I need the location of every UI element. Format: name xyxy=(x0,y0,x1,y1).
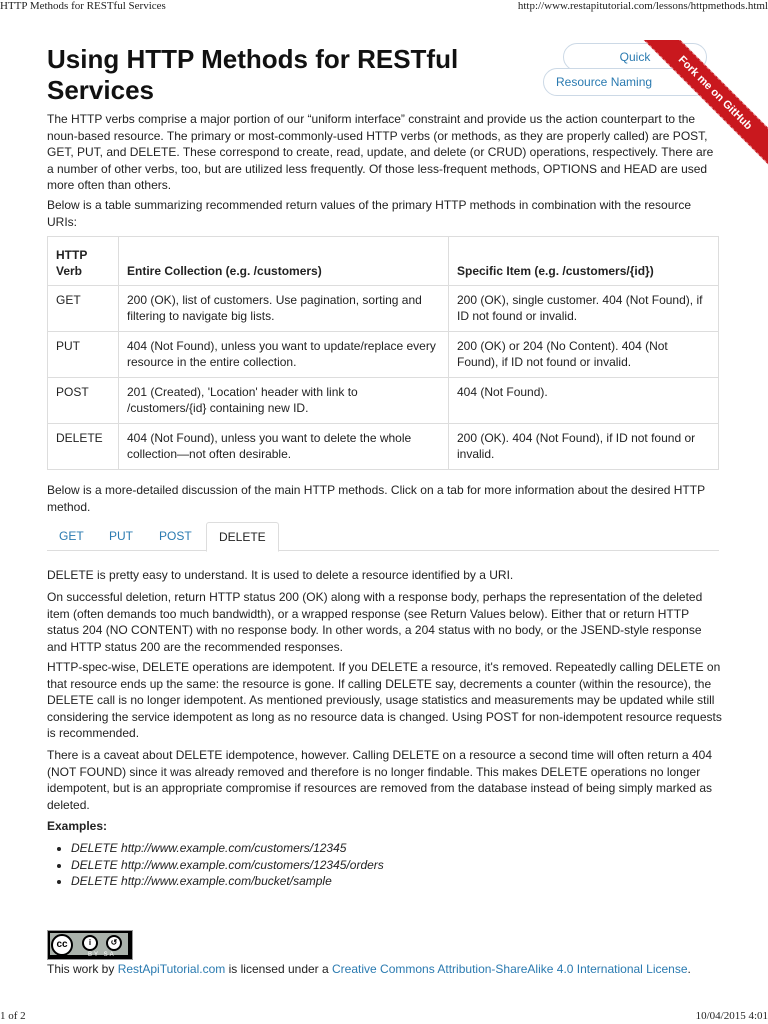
print-datetime: 10/04/2015 4:01 xyxy=(695,1010,768,1022)
print-footer xyxy=(0,1008,768,1024)
delete-paragraph-2: On successful deletion, return HTTP status 200 (OK) along with a response body, perhaps the representation of the deleted item (often demands too much bandwidth), or a wrapped response (see Return Values below). Either that or return HTTP status 204 (NO CONTENT) with no response body. In other words, a 204 status with no body, or the JSEND-style response and HTTP status 200 are the recommended responses. xyxy=(47,590,703,654)
fork-ribbon-label[interactable]: Fork me on GitHub xyxy=(643,40,768,166)
table-row xyxy=(48,286,719,332)
table-cell: 404 (Not Found), unless you want to update/replace every resource in the entire collection. xyxy=(119,332,449,378)
list-item: • DELETE http://www.example.com/customers/12345/orders xyxy=(71,857,384,874)
method-tabs xyxy=(47,522,719,551)
table-row xyxy=(48,424,719,470)
tab-delete[interactable]: DELETE xyxy=(206,522,279,552)
table-cell: GET xyxy=(48,286,119,332)
table-cell: 201 (Created), 'Location' header with link to /customers/{id} containing new ID. xyxy=(119,378,449,424)
table-cell: 200 (OK), list of customers. Use pagination, sorting and filtering to navigate big lists. xyxy=(119,286,449,332)
table-cell: 200 (OK), single customer. 404 (Not Found), if ID not found or invalid. xyxy=(449,286,719,332)
page-number: 1 of 2 xyxy=(0,1010,26,1022)
print-header-url: http://www.restapitutorial.com/lessons/httpmethods.html xyxy=(517,0,768,12)
author-link[interactable]: RestApiTutorial.com xyxy=(117,962,226,976)
table-cell: PUT xyxy=(48,332,119,378)
share-alike-icon: ↺ xyxy=(106,935,122,951)
resource-naming-button[interactable]: Resource Naming xyxy=(543,68,709,96)
license-line xyxy=(47,962,691,976)
print-header xyxy=(0,0,768,14)
tab-put[interactable]: PUT xyxy=(109,529,133,543)
table-header-collection: Entire Collection (e.g. /customers) xyxy=(119,237,449,286)
quick-links-button[interactable]: Quick xyxy=(563,43,707,71)
table-header-item: Specific Item (e.g. /customers/{id}) xyxy=(449,237,719,286)
print-header-title: HTTP Methods for RESTful Services xyxy=(0,0,166,12)
tab-post[interactable]: POST xyxy=(159,529,192,543)
cc-icon: cc xyxy=(51,934,73,956)
license-suffix: . xyxy=(687,962,691,976)
tab-get[interactable]: GET xyxy=(59,529,84,543)
table-header-row xyxy=(48,237,719,286)
tabs-intro-paragraph: Below is a more-detailed discussion of the main HTTP methods. Click on a tab for more information about the desired HTTP method. xyxy=(47,483,705,514)
delete-paragraph-4: There is a caveat about DELETE idempotence, however. Calling DELETE on a resource a second time will often return a 404 (NOT FOUND) since it was already removed and therefore is no longer findable. This makes DELETE operations no longer idempotent, but is an appropriate compromise if resources are removed from the database instead of being simply marked as deleted. xyxy=(47,748,713,812)
delete-paragraph-1: DELETE is pretty easy to understand. It is used to delete a resource identified by a URI. xyxy=(47,568,514,582)
list-item: • DELETE http://www.example.com/customers/12345 xyxy=(71,840,384,857)
table-cell: POST xyxy=(48,378,119,424)
cc-badge-text: BY SA xyxy=(88,952,116,958)
license-link[interactable]: Creative Commons Attribution-ShareAlike 4.0 International License xyxy=(332,962,688,976)
table-cell: 200 (OK). 404 (Not Found), if ID not found or invalid. xyxy=(449,424,719,470)
intro-paragraph: The HTTP verbs comprise a major portion of our “uniform interface” constraint and provide us the action counterpart to the noun-based resource. The primary or most-commonly-used HTTP verbs (or methods, as they are properly called) are POST, GET, PUT, and DELETE. These correspond to create, read, update, and delete (or CRUD) operations, respectively. There are a number of other verbs, too, but are utilized less frequently. Of those less-frequent methods, OPTIONS and HEAD are used more often than others. xyxy=(47,112,714,192)
table-cell: DELETE xyxy=(48,424,119,470)
table-cell: 200 (OK) or 204 (No Content). 404 (Not Found), if ID not found or invalid. xyxy=(449,332,719,378)
table-intro-paragraph: Below is a table summarizing recommended return values of the primary HTTP methods in combination with the resource URIs: xyxy=(47,198,692,229)
examples-list xyxy=(47,840,384,890)
table-header-verb: HTTP Verb xyxy=(48,237,119,286)
delete-paragraph-3: HTTP-spec-wise, DELETE operations are idempotent. If you DELETE a resource, it's removed. Repeatedly calling DELETE on that resource ends up the same: the resource is gone. If calling DELETE say, decrements a counter (within the resource), the DELETE call is no longer idempotent. As mentioned previously, usage statistics and measurements may be updated while still considering the service idempotent as long as no resource data is changed. Using POST for non-idempotent resource requests is recommended. xyxy=(47,660,722,740)
license-middle: is licensed under a xyxy=(225,962,333,976)
list-item: • DELETE http://www.example.com/bucket/sample xyxy=(71,873,384,890)
table-row xyxy=(48,332,719,378)
methods-summary-table xyxy=(47,236,719,470)
page-title: Using HTTP Methods for RESTful Services xyxy=(47,44,459,105)
table-cell: 404 (Not Found). xyxy=(449,378,719,424)
table-row xyxy=(48,378,719,424)
attribution-icon: i xyxy=(82,935,98,951)
license-prefix: This work by xyxy=(47,962,118,976)
examples-heading: Examples: xyxy=(47,819,108,833)
cc-license-badge[interactable] xyxy=(47,930,133,960)
table-cell: 404 (Not Found), unless you want to delete the whole collection—not often desirable. xyxy=(119,424,449,470)
